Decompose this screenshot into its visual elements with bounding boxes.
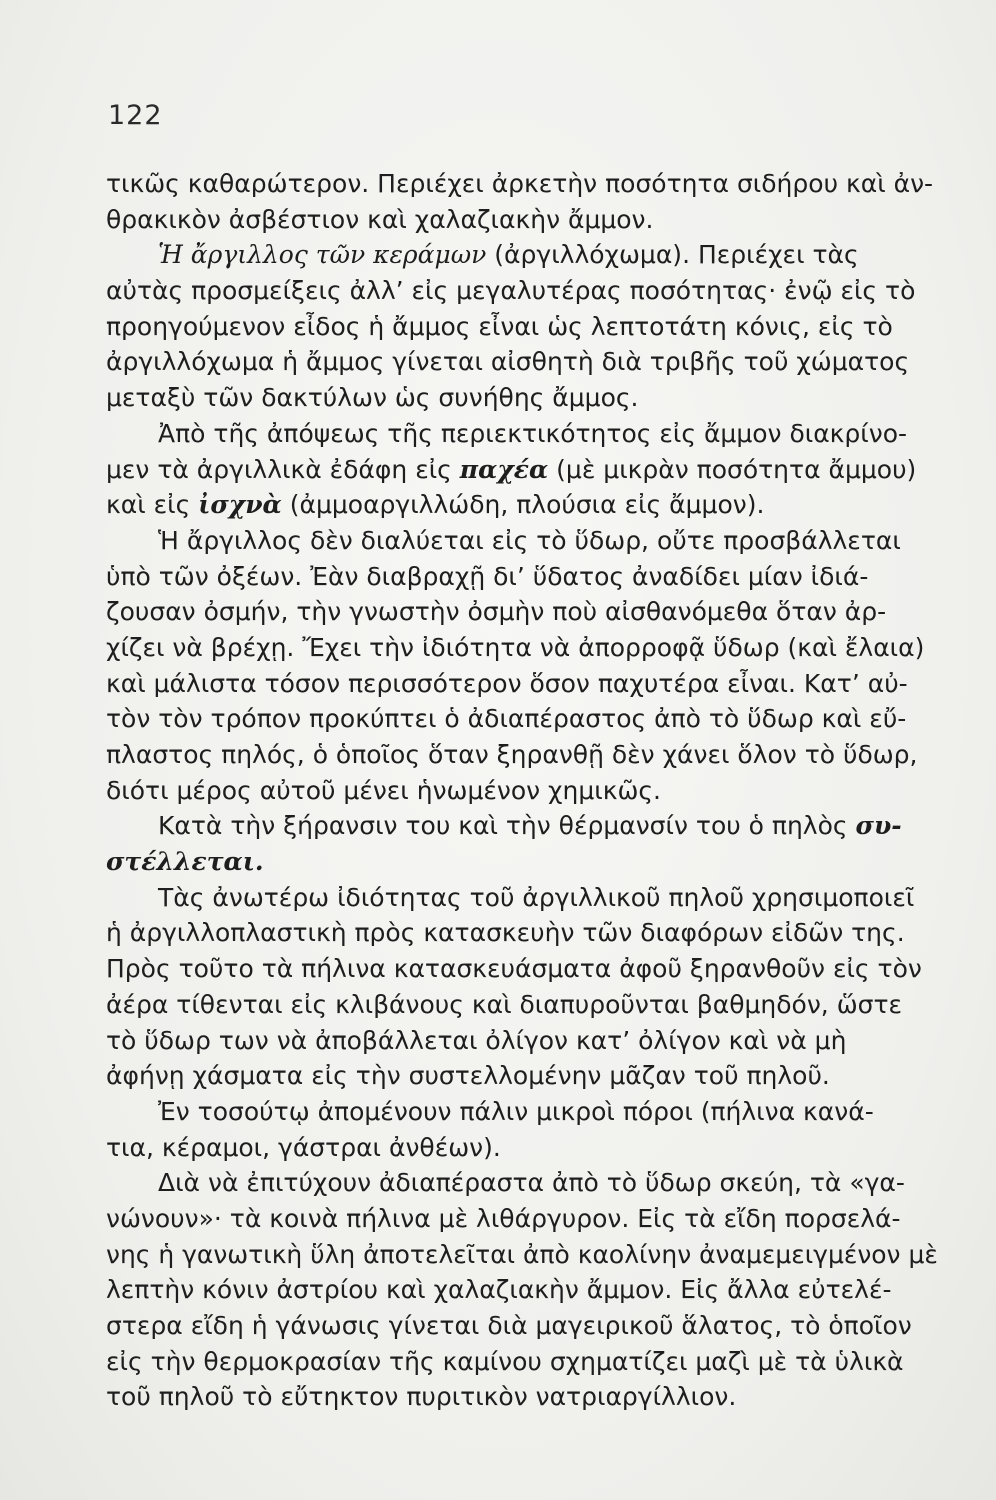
text-line: πλαστος πηλός, ὁ ὁποῖος ὅταν ξηρανθῇ δὲν χάνει ὅλον τὸ ὕδωρ,	[106, 740, 918, 769]
text-line	[106, 487, 938, 523]
text-line: Τὰς ἀνωτέρω ἰδιότητας τοῦ ἀργιλλικοῦ πηλοῦ χρησιμοποιεῖ	[158, 882, 915, 912]
text-line: Ἐν τοσούτῳ ἀπομένουν πάλιν μικροὶ πόροι (πήλινα κανά-	[158, 1096, 874, 1126]
text-segment: καὶ εἰς	[106, 490, 199, 520]
text-line: διότι μέρος αὐτοῦ μένει ἡνωμένον χημικῶς.	[106, 775, 661, 805]
text-line: μεταξὺ τῶν δακτύλων ὡς συνήθης ἄμμος.	[106, 383, 639, 413]
text-line: τικῶς καθαρώτερον. Περιέχει ἀρκετὴν ποσότητα σιδήρου καὶ ἀν-	[106, 169, 934, 198]
text-segment: Ἡ ἄργιλλος τῶν κεράμων	[158, 240, 487, 270]
text-line: Ἀπὸ τῆς ἀπόψεως τῆς περιεκτικότητος εἰς ἄμμον διακρίνο-	[158, 418, 908, 448]
text-line	[106, 844, 938, 880]
text-line: λεπτὴν κόνιν ἀστρίου καὶ χαλαζιακὴν ἄμμον. Εἰς ἄλλα εὐτελέ-	[106, 1275, 892, 1305]
text-line: εἰς τὴν θερμοκρασίαν τῆς καμίνου σχηματίζει μαζὶ μὲ τὰ ὑλικὰ	[106, 1346, 904, 1376]
text-line: νώνουν»· τὰ κοινὰ πήλινα μὲ λιθάργυρον. Εἰς τὰ εἴδη πορσελά-	[106, 1203, 901, 1233]
text-line: τὸ ὕδωρ των νὰ ἀποβάλλεται ὀλίγον κατ’ ὀλίγον καὶ νὰ μὴ	[106, 1025, 847, 1055]
text-line: στερα εἴδη ἡ γάνωσις γίνεται διὰ μαγειρικοῦ ἅλατος, τὸ ὁποῖον	[106, 1311, 912, 1340]
text-line: τια, κέραμοι, γάστραι ἀνθέων).	[106, 1132, 501, 1162]
text-line: καὶ μάλιστα τόσον περισσότερον ὅσον παχυτέρα εἶναι. Κατ’ αὐ-	[106, 668, 908, 698]
text-line: ἀέρα τίθενται εἰς κλιβάνους καὶ διαπυροῦνται βαθμηδόν, ὥστε	[106, 989, 903, 1019]
text-line: τοῦ πηλοῦ τὸ εὔτηκτον πυριτικὸν νατριαργίλλιον.	[106, 1382, 737, 1412]
text-line: αὐτὰς προσμείξεις ἀλλ’ εἰς μεγαλυτέρας ποσότητας· ἐνῷ εἰς τὸ	[106, 276, 916, 306]
text-line: ἀφήνῃ χάσματα εἰς τὴν συστελλομένην μᾶζαν τοῦ πηλοῦ.	[106, 1061, 830, 1091]
text-segment: ἰσχνὰ	[198, 490, 282, 520]
text-line	[106, 452, 938, 488]
text-line	[106, 808, 938, 844]
text-line: ἀργιλλόχωμα ἡ ἄμμος γίνεται αἰσθητὴ διὰ τριβῆς τοῦ χώματος	[106, 347, 910, 377]
text-line: χίζει νὰ βρέχῃ. Ἔχει τὴν ἰδιότητα νὰ ἀπορροφᾷ ὕδωρ (καὶ ἔλαια)	[106, 632, 925, 662]
text-segment: συ-	[855, 811, 902, 841]
text-line: τὸν τὸν τρόπον προκύπτει ὁ ἀδιαπέραστος ἀπὸ τὸ ὕδωρ καὶ εὔ-	[106, 704, 907, 734]
text-segment: (μὲ μικρὰν ποσότητα ἄμμου)	[548, 454, 917, 484]
text-segment: (ἀμμοαργιλλώδη, πλούσια εἰς ἄμμον).	[281, 490, 765, 520]
text-line: Πρὸς τοῦτο τὰ πήλινα κατασκευάσματα ἀφοῦ ξηρανθοῦν εἰς τὸν	[106, 954, 922, 984]
text-segment: στέλλεται.	[106, 847, 264, 877]
body-text	[106, 166, 938, 1415]
text-segment: (ἀργιλλόχωμα). Περιέχει τὰς	[486, 240, 859, 270]
text-line: ἡ ἀργιλλοπλαστικὴ πρὸς κατασκευὴν τῶν διαφόρων εἰδῶν της.	[106, 918, 905, 948]
text-line: νης ἡ γανωτικὴ ὕλη ἀποτελεῖται ἀπὸ καολίνην ἀναμεμειγμένον μὲ	[106, 1239, 938, 1269]
text-line	[106, 237, 938, 273]
text-segment: μεν τὰ ἀργιλλικὰ ἐδάφη εἰς	[106, 454, 460, 484]
text-line: Διὰ νὰ ἐπιτύχουν ἀδιαπέραστα ἀπὸ τὸ ὕδωρ σκεύη, τὰ «γα-	[158, 1168, 905, 1198]
text-line: ζουσαν ὀσμήν, τὴν γνωστὴν ὀσμὴν ποὺ αἰσθανόμεθα ὅταν ἀρ-	[106, 597, 887, 627]
page-number: 122	[108, 100, 163, 131]
text-segment: Κατὰ τὴν ξήρανσιν του καὶ τὴν θέρμανσίν του ὁ πηλὸς	[158, 811, 856, 841]
text-segment: παχέα	[459, 454, 549, 484]
text-line: Ἡ ἄργιλλος δὲν διαλύεται εἰς τὸ ὕδωρ, οὔτε προσβάλλεται	[158, 525, 901, 555]
text-line: θρακικὸν ἀσβέστιον καὶ χαλαζιακὴν ἄμμον.	[106, 204, 654, 234]
text-line: ὑπὸ τῶν ὀξέων. Ἐὰν διαβραχῇ δι’ ὕδατος ἀναδίδει μίαν ἰδιά-	[106, 561, 869, 591]
text-line: προηγούμενον εἶδος ἡ ἄμμος εἶναι ὡς λεπτοτάτη κόνις, εἰς τὸ	[106, 311, 893, 341]
